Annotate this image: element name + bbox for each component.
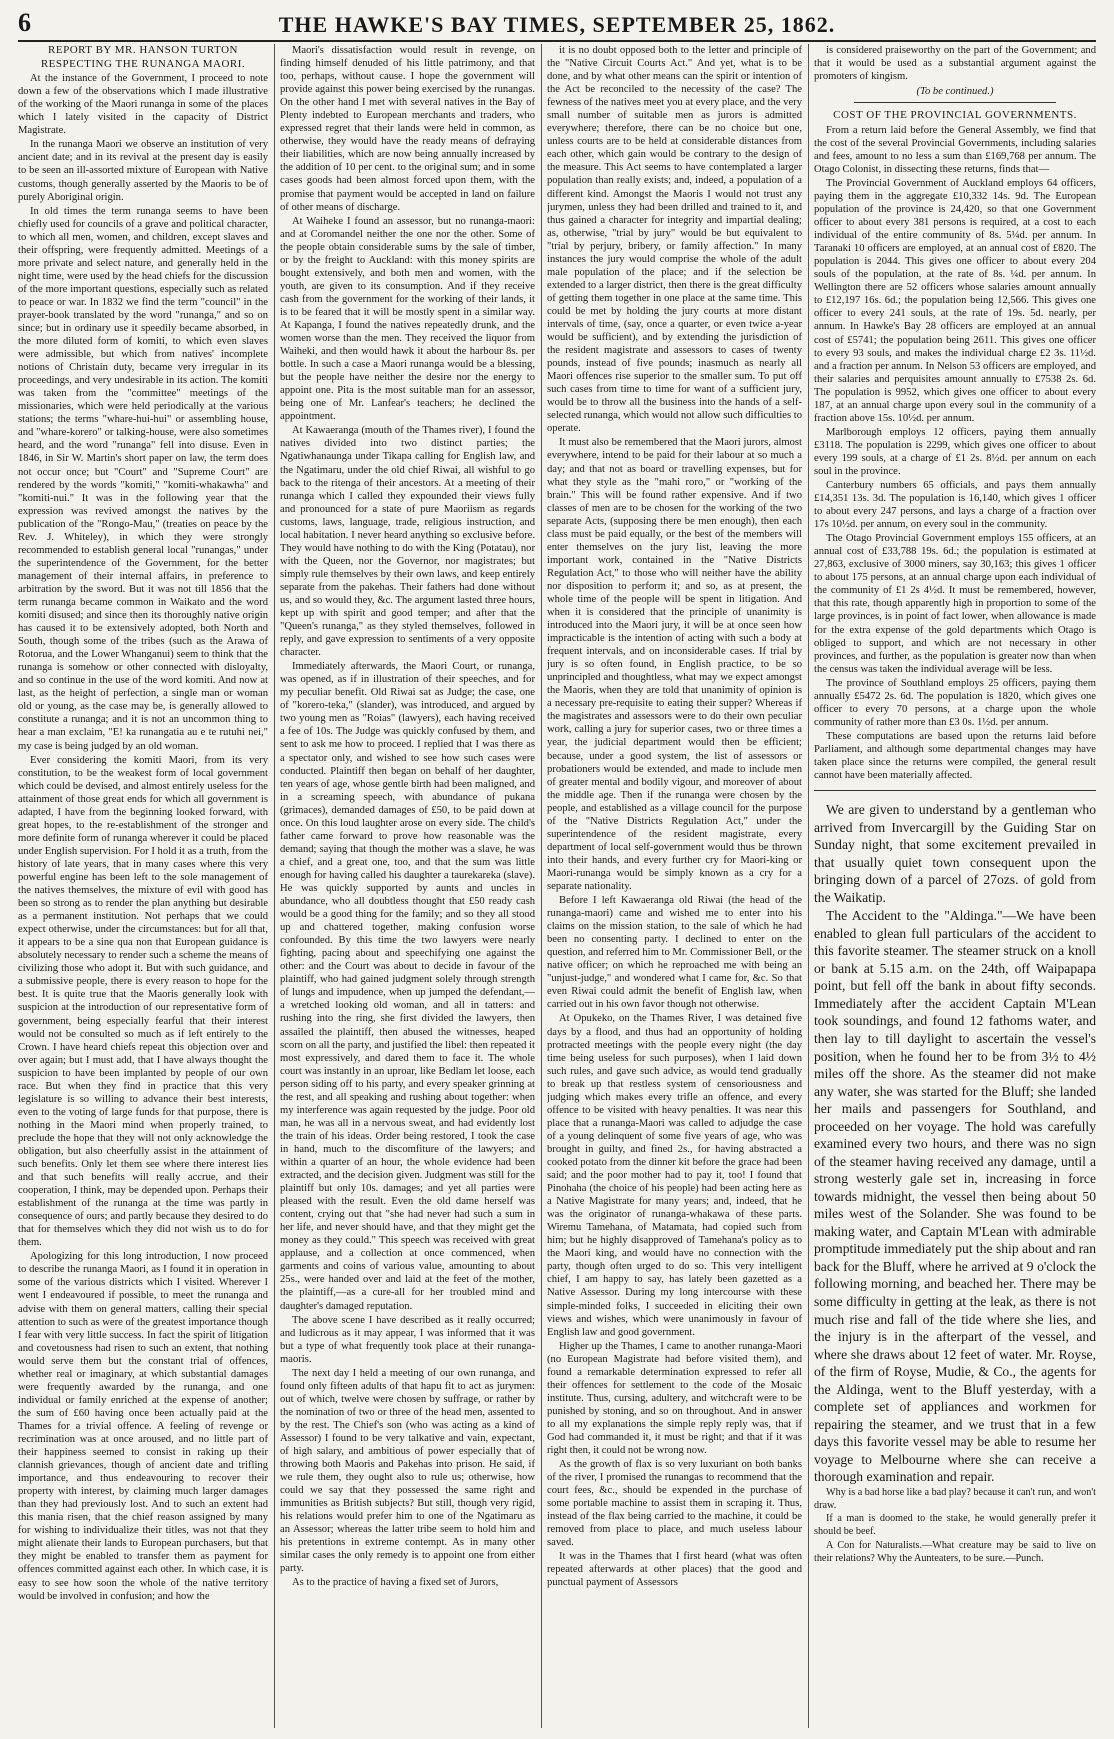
joke: Why is a bad horse like a bad play? because it can't run, and won't draw. [814,1486,1096,1511]
paragraph: At Waiheke I found an assessor, but no runanga-maori: and at Coromandel neither the one nor the other. Some of the people obtain considerable sums by the sale of timber, or by the freight to Auckland: with this money spirits are bought extensively, and both men and women, with the youth, are given to its consumption. And if they receive cash from the government for the working of their lands, it is to be feared that it will be mostly spent in a similar way. At Kapanga, I found the natives repeatedly drunk, and the women worse than the men. They received the liquor from Waiheki, and then would hawk it about the harbour 8s. per bottle. In such a case a Maori runanga would be a blessing, but the people have neither the desire nor the energy to appoint one. Pita is the most suitable man for an assessor, being one of Mr. Lanfear's teachers; he declined the appointment. [280,215,535,423]
paragraph: Before I left Kawaeranga old Riwai (the head of the runanga-maori) came and wished me to enter into his claims on the mission station, to the sale of which he had been no consenting party. I declined to enter on the question, and referred him to Mr. Commissioner Bell, or the native officer; on which he reproached me with being an "unjust-judge," and wondered what I came for, &c. So that even Riwai could admit the benefit of English law, when carried out in his own favor though not otherwise. [547,895,802,1011]
paragraph: Ever considering the komiti Maori, from its very constitution, to be the weakest form of local government which could be devised, and almost entirely useless for the attainment of those great ends for which all government is adapted, I have from the beginning looked forward, with great hopes, to the re-establishment of the stronger and more definite form of runanga wherever it could be placed under English supervision. For I hold it as a truth, from the history of late years, that in many cases where this very powerful engine has been left to the sole management of the natives themselves, the mixture of evil with good has been so strong as to render the plan anything but desirable as a permanent institution. Not perhaps that we could expect otherwise, under the circumstances: but for all that, it appears to be a sine qua non that European guidance is absolutely necessary to render such a scheme the means of civilizing those who adopt it. But with such guidance, and a submissive people, there is every reason to hope for the best. It is quite true that the Maoris generally look with suspicion at the introduction of our representative form of government, being especially fearful that their interest would not be consulted so much as if left entirely to the Crown. I have heard chiefs repeat this objection over and over again; but I must add, that I have always thought the suspicion to have been implanted by people of our own race. But when they find in practice that this very legislature is so willing to advance their best interests, even to the voting of large funds for that purpose, there is nothing in the Maori mind when properly trained, to preclude the hope that they will not only acknowledge the obligation, but also cheerfully assist in the attainment of such benefits. Only let them see where there interest lies and that such benefits will really accrue, and their cooperation, I think, may be depended upon. Perhaps their establishment of the runanga at the time was partly in consequence of ours; and partly because they desired to do that for themselves which they did not wish us to do for them. [18,754,268,1249]
divider [854,102,1056,103]
paragraph: As the growth of flax is so very luxuriant on both banks of the river, I promised the runangas to recommend that the court fees, &c., should be expended in the purchase of some portable machine to assist them in scraping it. Thus, instead of the flax being carried to the machine, it could be removed from place to place, and much useless labour saved. [547,1459,802,1549]
paragraph: At Opukeko, on the Thames River, I was detained five days by a flood, and thus had an opportunity of holding protracted meetings with the people every night (the day time being useless for such purposes), when I laid down such rules, and gave such advice, as would tend gradually to break up that restless system of censoriousness and judging which makes every trifle an offence, and every offence to be visited with heavy penalties. It was near this place that a runanga-Maori was called to adjudge the case of a young delinquent of some five years of age, who was brought in guilty, and fined 2s., for having abstracted a cooked potato from the dinner kit before the grace had been said; and the poor mother had to pay it, too! I found that Pinohaha (the choice of his people) had been acting here as a Native Magistrate for many years; and, indeed, that he was the originator of runanga-whakawa of these parts. Wiremu Tamehana, of Matamata, had copied such from him; but he highly disapproved of Tamehana's policy as to the Maori king, and would have no connection with the party, though often urged to do so. This very intelligent chief, I am happy to say, has lately been gazetted as a Native Assessor. During my long intercourse with these simple-minded folks, I succeeded in eliciting their own views and wishes, which were unanimously in favour of English law and good government. [547,1013,802,1338]
joke: A Con for Naturalists.—What creature may be said to live on their relations? Why the Aunteaters, to be sure.—Punch. [814,1539,1096,1564]
paragraph: From a return laid before the General Assembly, we find that the cost of the several Provincial Governments, including salaries and fees, amount to no less a sum than £169,768 per annum. The Otago Colonist, in dissecting these returns, finds that— [814,124,1096,175]
page-number: 6 [18,8,31,37]
paragraph: The above scene I have described as it really occurred; and ludicrous as it may appear, I was informed that it was but a type of what frequently took place at their runanga-maoris. [280,1314,535,1365]
newspaper-title: THE HAWKE'S BAY TIMES, SEPTEMBER 25, 1862. [278,12,836,37]
paragraph: Maori's dissatisfaction would result in revenge, on finding himself denuded of his little patrimony, and that too, perhaps, without cause. I hope the government will provide against this power being exercised by the runangas. On the other hand I met with several natives in the Bay of Plenty indebted to European merchants and traders, who expressed regret that their lands were held in common, as otherwise, they would have the ready means of defraying their liabilities, which are now being annually increased by the addition of 10 per cent. to the original sum; and in some cases goods had been almost forced upon them, with the promise that payment would be accepted in land on failure of other means of discharge. [280,45,535,213]
column-2 [280,44,535,1728]
paragraph: Higher up the Thames, I came to another runanga-Maori (no European Magistrate had before visited them), and found a remarkable determination expressed to refer all their offences for settlement to the code of the Mosaic institute. Thus, cursing, adultery, and witchcraft were to be punished by stoning, and so on throughout. And in answer to all my explanations the simple reply reply was, that if God had commanded it, it must be right; and that if it was right then, it could not be wrong now. [547,1340,802,1457]
paragraph: Canterbury numbers 65 officials, and pays them annually £14,351 13s. 3d. The population is 16,140, which gives 1 officer to about every 247 persons, and lays a charge of a fraction over 17s 10½d. per annum, on every soul in the community. [814,480,1096,531]
report-headline: REPORT BY MR. HANSON TURTON RESPECTING THE RUNANGA MAORI. [40,44,246,70]
column-rule [808,44,809,1728]
paragraph: The province of Southland employs 25 officers, paying them annually £5472 2s. 6d. The population is 1820, which gives one officer to every 70 persons, at a charge upon the whole community of rather more than £3 0s. 1½d. per annum. [814,677,1096,728]
paragraph: The Provincial Government of Auckland employs 64 officers, paying them in the aggregate £10,332 14s. 9d. The European population of the province is 24,420, so that one Government officer to about every 381 persons is required, at a cost to each individual of the entire community of 8s. 5¼d. per annum. In Taranaki 10 officers are employed, at an annual cost of £820. The population is 2044. This gives one officer to about every 204 souls of the population, at the rate of 8s. ¼d. per annum. In Wellington there are 52 officers whose salaries amount annually to £12,197 16s. 6d.; the population being 12,566. This gives one officer to every 241 souls, at the rate of 19s. 5d. nearly, per annum. In Hawke's Bay 28 officers are employed at an annual cost of £5741; the population being 2611. This gives one officer to every 93 souls, and makes the individual charge £2 3s. 11½d. and a fraction per annum. In Nelson 53 officers are employed, and their salaries and perquisites amount annually to £7538 2s. 6d. The population is 9952, which gives one officer to about every 187, at an annual charge upon every soul in the community of a fraction above 15s. 10½d. per annum. [814,177,1096,424]
joke: If a man is doomed to the stake, he would generally prefer it should be beef. [814,1513,1096,1538]
masthead [18,6,1096,42]
paragraph: Immediately afterwards, the Maori Court, or runanga, was opened, as if in illustration of their speeches, and for my peculiar benefit. Old Riwai sat as Judge; the case, one of "korero-teka," (slander), was introduced, and argued by two young men as "Roias" (lawyers), each having received a fee of 10s. The Judge was quickly confused by them, and sent to ask me how to proceed. I replied that I was there as a spectator only, and wished to see how such cases were conducted. Plaintiff then began on behalf of her daughter, ten years of age, whose gentle birth had been maligned, and in a screaming speech, with abundance of pukana (grimaces), demanded damages of £50, to be paid down at once. On this loud laughter arose on every side. The child's father came forward to prove how reasonable was the demand; saying that though the mother was a slave, he was a chief, and a great one, too, and that the sum was little enough for having called his daughter a taurekareka (slave). He was quickly supported by aunts and uncles in abundance, who all doubtless thought that £50 ready cash would be a good thing for the family; and so they all stood up and chattered together, making confusion worse confounded. By this time the two lawyers were nearly fighting, pacing about and speechifying one against the other: and the Court was about to decide in favour of the plaintiff, who had gained judgment solely through strength of lungs and impudence, when up jumped the defendant,—a wretched looking old woman, and all in tatters: and rushing into the ring, she first divided the lawyers, then assailed the plaintiff, then abused the witnesses, heaped scorn on all the party, and justified the libel: then repeated it most expressively, and dared them to face it. The whole court was instantly in an uproar, like Bedlam let loose, each person siding off to his party, and every speaker grinning at the rest, and all speaking and rushing about together: when my interference was again requested by the judge. Poor old man, he was all in a nervous sweat, and had evidently lost the train of his ideas. Order being restored, I took the case in hand, much to the discomfiture of the lawyers; and within a quarter of an hour, the whole evidence had been extracted, and the decision given. Judgment was still for the plaintiff but only 10s. damages; and yet all parties were pleased with the result. Even the old dame herself was content, crying out that "she had never had such a sum in her life, and never should have, and that they might get the money as they could." This speech was received with great applause, and a collection at once commenced, when garments and coins of various value, amounting to about 25s., were handed over and laid at the feet of the mother, the plaintiff,—as a cure-all for her troubled mind and daughter's damaged reputation. [280,661,535,1312]
article-columns [18,44,1096,1728]
column-1 [18,44,268,1728]
divider [814,790,1096,791]
paragraph: Apologizing for this long introduction, I now proceed to describe the runanga Maori, as I found it in operation in some of the various districts which I visited. Wherever I went I endeavoured if possible, to meet the runanga and advise with them on general matters, calling their special attention to such as were of the greatest importance though I fear with very little success. In fact the spirit of litigation and covetousness had risen to such an extent, that nothing would serve them but the constant trial of offences, whether real or imaginary, at which substantial damages were frequently awarded by the runanga, and one individual or family enriched at the expense of another; the sum of £60 having once been actually paid at the Thames for a trivial offence. A feeling of revenge or recrimination was at once aroused, and no little part of their happiness seemed to consist in raking up their clannish grievances, though of ancient date and trifling importance, and thus endeavouring to recover their property with interest, by claiming much larger damages than they had previously lost. And to such an extent had this mania risen, that the chief reason assigned by many for wishing to individualize their titles, was not that they might alienate their lands to European purchasers, but that they might be enabled to transfer them as payment for offences committed against each other. In which case, it is easy to see how soon the whole of the native territory would be involved in confusion; and how the [18,1251,268,1602]
continued-note: (To be continued.) [916,86,994,98]
paragraph: Marlborough employs 12 officers, paying them annually £3118. The population is 2299, which gives one officer to about every 199 souls, at a charge of £1 2s. 8½d. per annum on each soul in the province. [814,426,1096,477]
paragraph: The Accident to the "Aldinga."—We have been enabled to glean full particulars of the accident to this favorite steamer. The steamer struck on a knoll or bank at 5.15 a.m. on the 24th, off Waipapapa point, but fell off the bank in about fifty seconds. Immediately after the accident Captain M'Lean took soundings, and found 12 fathoms water, and then lay to till daylight to ascertain the vessel's position, when he found her to be from 3½ to 4½ miles off the shore. As the steamer did not make any water, she was started for the Bluff; she landed her mails and passengers for Southland, and proceeded on her voyage. The hold was carefully examined every two hours, and there was no sign of the steamer having received any damage, until a strong westerly gale set in, increasing in force towards midnight, the vessel then being about 50 miles west of the Solander. She was found to be making water, and Captain M'Lean with admirable promptitude immediately put the ship about and ran back for the Bluff, where he arrived at 9 o'clock the following morning, and beached her. There may be some difficulty in getting at the leak, as there is not much rise and fall of the tide where she lies, and the injury is in the afterpart of the vessel, and where she draws about 12 feet of water. Mr. Royse, of the firm of Royse, Mudie, & Co., the agents for the Aldinga, went to the Bluff yesterday, with a complete set of appliances and workmen for repairing the steamer, and we trust that in a few days this favorite vessel may be able to resume her voyage to Melbourne where she can receive a thorough examination and repair. [814,908,1096,1485]
paragraph: It must also be remembered that the Maori jurors, almost everywhere, intend to be paid for their labour at so much a day; and that not as board or travelling expenses, but for what they style as the "mahi roro," or "working of the brain." This will be found rather expensive. And if two classes of men are to be chosen for the working of the two separate Acts, (supposing there be men enough), then each class must be paid equally, or the best of the members will enter themselves on the jury list, leaving the more important work, contained in the "Native Districts Regulation Act," to those who will neither have the ability nor disposition to perform it; and so, as at present, the whole time of the people will be spent in litigation. And when it is considered that the principle of unanimity is introduced into the Maori jury, it will be at once seen how impracticable is the intention of acting with such a body at frequent intervals, and on inconsiderable cases. If trial by jury is so often found, in English practice, to be so unprincipled and thoughtless, what may we expect amongst the Maoris, when they are told that unanimity of opinion is a necessary pre-requisite to eating their supper? Whereas if the magistrates and assessors were to do their own peculiar work, calling a jury for superior cases, two or three times a year, the judicial department would then be efficient; because, under a good system, the list of assessors or probationers would be extended, and made to include men of greater mental and bodily vigour, and moreover of about the middle age. Then if the runanga were chosen by the people, and established as a village council for the purpose of the "Native Districts Regulation Act," under the superintendence of the resident magistrate, every department of local self-government would thus be thrown into their hands, and every further cry for Maori-king or Maori-runanga would be simply known as a cry for a separate nationality. [547,437,802,892]
paragraph: is considered praiseworthy on the part of the Government; and that it would be used as a substantial argument against the promoters of kingism. [814,45,1096,83]
column-4 [814,44,1096,1728]
paragraph: It was in the Thames that I first heard (what was often repeated afterwards at other places) that the good and punctual payment of Assessors [547,1551,802,1589]
paragraph: At the instance of the Government, I proceed to note down a few of the observations which I made illustrative of the working of the Maori runanga in some of the places which I lately visited in the capacity of District Magistrate. [18,73,268,137]
paragraph: it is no doubt opposed both to the letter and principle of the "Native Circuit Courts Act." And yet, what is to be done, and by what other means can the spirit or intention of the Act be reconciled to the necessity of the case? The fewness of the natives meet you at every place, and the very small number of suitable men as jurors is admitted everywhere; therefore, there can be no choice but one, unless courts are to be held at considerable distances from each other, which gain would be contrary to the design of the measure. This Act seems to have contemplated a larger population than really exists; and, indeed, a population of a different kind. Amongst the Maoris I would not trust any jurymen, unless they had been drilled and trained to it, and thus gained a character for integrity and impartial dealing; as, otherwise, "trial by jury" would be but equivalent to "trial by perjury, bribery, or family affection." In many instances the jury would comprise the whole of the adult male population of the place; and if the selection be extended to a larger district, then there is the great difficulty of getting them together in one place at the same time. This could be met by holding the jury courts at more distant intervals of time, (say, once a quarter, or even twice a-year would be sufficient), and by extending the jurisdiction of the resident magistrate and assessors to cases of twenty pounds, instead of five pounds; inasmuch as nearly all Maori offences rise superior to the smaller sum. To put off such cases from time to time for want of a sufficient jury, would be to throw all the business into the hands of a self-selected runanga, which would not allow such difficulties to operate. [547,45,802,435]
column-rule [274,44,275,1728]
paragraph: In the runanga Maori we observe an institution of very ancient date; and in its revival at the present day is easily to be seen an ill-assorted mixture of European with Native customs, though generally asserted by the Maoris to be of purely Aboriginal origin. [18,139,268,203]
paragraph: These computations are based upon the returns laid before Parliament, and although some departmental changes may have taken place since the returns were compiled, the general result cannot have been materially affected. [814,730,1096,782]
paragraph: We are given to understand by a gentleman who arrived from Invercargill by the Guiding Star on Sunday night, that some excitement prevailed in that usually quiet town consequent upon the bringing down of a parcel of 27ozs. of gold from the Waikatip. [814,802,1096,905]
provincial-cost-headline: COST OF THE PROVINCIAL GOVERNMENTS. [833,109,1077,122]
paragraph: At Kawaeranga (mouth of the Thames river), I found the natives divided into two distinct parties; the Ngatiwhanaunga under Tikapa calling for English law, and the Ngatimaru, under the old chief Riwai, all wishful to go back to the ritenga of their ancestors. At a meeting of their runanga which I called they expounded their views fully and pronounced for a state of pure Maoriism as regards customs, laws, language, trade, religious instruction, and local habitation. I never heard anything so exclusive before. They would have nothing to do with the King (Potatau), nor with the Queen, nor the Governor, nor magistrates; but simply rule themselves by their own laws, and keep entirely separate from the pakehas. Their fathers had done without us, and so would they, &c. The argument lasted three hours, kept up with spirit and good temper; and after that the "Queen's runanga," as they styled themselves, followed in reply, and gave expression to sentiments of a very opposite character. [280,425,535,659]
paragraph: As to the practice of having a fixed set of Jurors, [292,1577,499,1589]
paragraph: In old times the term runanga seems to have been chiefly used for councils of a grave and political character, to which all men, women, and children, except slaves and their offspring, were frequently admitted. Meetings of a more private and select nature, and generally held in the night time, were used by the head chiefs for the discussion of the more important questions, especially such as related to peace or war. In 1832 we find the term "council" in the prayer-book translated by the word "runanga," and so on since; but in ordinary use it speedily became absorbed, in the more diluted form of komiti, to which even slaves were admissible, but which from natives' incomplete notions of Christain duty, became very irregular in its proceedings, and very undesirable in its action. The komiti was taken from the "committee" meetings of the missionaries, which were held periodically at the various stations; the terms "whare-hui-hui" or assembling house, and "whare-korero" or talking-house, were also sometimes heard, and the word "runanga" fell into disuse. Even in 1846, in Sir W. Martin's short paper on law, the term does not occur once; but "Court" and "Supreme Court" are rendered by the words "komiti," "komiti-whakawha" and "komiti-nui." It was in the following year that the expression was revived amongst the natives by the publication of the "Rongo-Mau," (treaties on peace by the Rev. J. Whiteley), in which they were strongly recommended to establish general local "runangas," under the superintendence of the Government, for the better management of their internal affairs, in preference to arbitration by the sword. But it was not till 1856 that the term runanga became common in Waikato and the word komiti disused; and since then its thoroughly native origin has caused it to be extensively adopted, both North and South, though some of the tribes (such as the Arawa of Rotorua, and the Lower Whanganui) seem to think that the runanga is somehow or other connected with disloyalty, and so continue in the use of the word komiti. And now at last, as the height of perfection, a single man or woman old or young, as the case may be, is generally allowed to constitute a runanga; and it is not an uncommon thing to hear a man exclaim, "E! ka runangatia au e te rutuhi nei," my case is being judged by an old woman. [18,205,268,752]
paragraph: The next day I held a meeting of our own runanga, and found only fifteen adults of that hapu fit to act as jurymen: out of which, twelve were chosen by suffrage, or rather by the nomination of two or three of the head men, assented to by the rest. The Chief's son (who was acting as a kind of Assessor) I found to be very talkative and vain, expectant, of high salary, and ambitious of power especially that of throwing both Maoris and Pakehas into prison. He said, if we rule them, they ought also to rule us; otherwise, how could we say that they possessed the same right and immunities as British subjects? But still, though very rigid, his relations would prefer him to one of the Ngatimaru as an Assessor; whereas the latter tribe seem to hold him and his pretentions in extreme contempt. As in many other similar cases the only remedy is to appoint one from either party. [280,1367,535,1575]
paragraph: The Otago Provincial Government employs 155 officers, at an annual cost of £33,788 19s. 6d.; the population is estimated at 27,863, exclusive of 3000 miners, say 30,163; this gives 1 officer to about 175 persons, at an annual charge upon each individual of the community of £1 2s 4½d. It must be remembered, however, that this rate, though apparently high in proportion to some of the large provinces, is in point of fact lower, when allowance is made for the extra expense of the gold departments which Otago is obliged to support, and which are not necessary in other provinces, and further, as the population is greater now than when the census was taken the individual average will be less. [814,533,1096,675]
column-rule [541,44,542,1728]
column-3 [547,44,802,1728]
